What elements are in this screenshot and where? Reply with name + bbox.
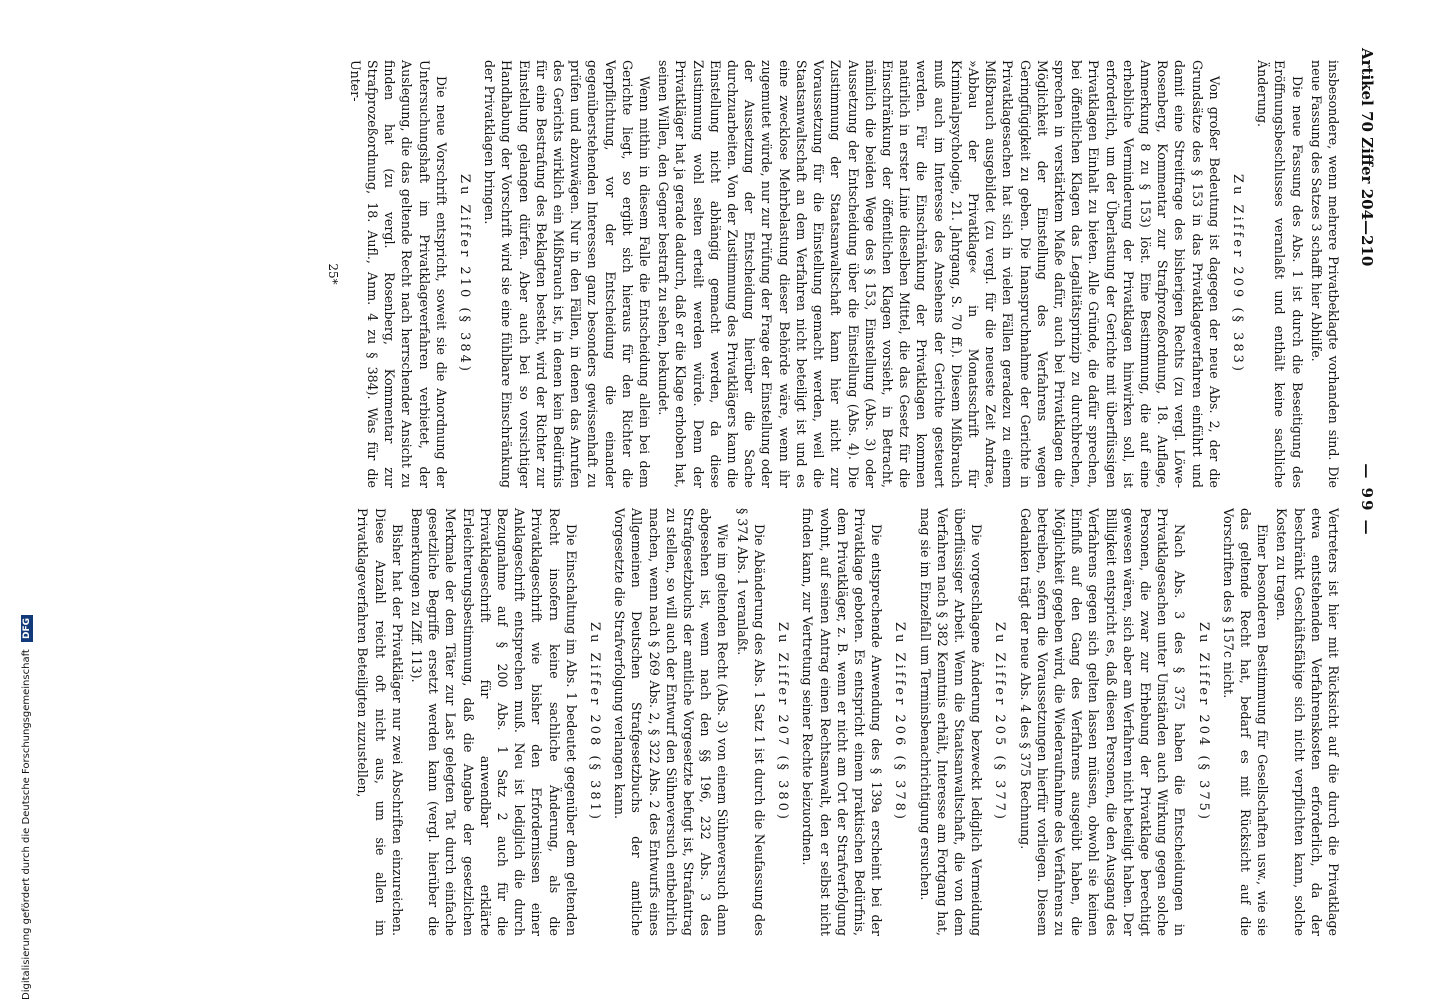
section-heading: Zu Ziffer 206 (§ 378) (892, 622, 908, 822)
section-heading: Zu Ziffer 208 (§ 381) (587, 622, 603, 822)
paragraph: Die vorgeschlagene Änderung bezweckt lediglich Vermeidung überflüssiger Arbeit. Wenn die Staatsanwaltschaft, die von dem Verfahren nach § 382 Kenntnis erhält, Interesse am Fortgang hat, mag sie im Einzelfall um Terminsbenachrichtigung ersuchen. (917, 508, 985, 936)
text-column-2 (352, 508, 1342, 936)
paragraph: Einer besonderen Bestimmung für Gesellschaften usw., wie sie das geltende Recht hat, bedarf es mit Rücksicht auf die Vorschriften des § 157c nicht. (1220, 508, 1271, 936)
paragraph: Die neue Vorschrift entspricht, soweit sie die Anordnung der Untersuchungshaft im Privatklageverfahren verbietet, der Auslegung, die das geltende Recht nach herrschender Ansicht zu finden hat (zu vergl. Rosenberg, Kommentar zur Strafprozeßordnung, 18. Aufl., Anm. 4 zu § 384). Was für die Unter- (347, 60, 449, 488)
paragraph: Nach Abs. 3 des § 375 haben die Entscheidungen in Privatklagesachen unter Umständen auch Wirkung gegen solche Personen, die zwar zur Erhebung der Privatklage berechtigt gewesen wären, sich aber am Verfahren nicht beteiligt haben. Der Billigkeit entspricht es, daß diesen Personen, die den Ausgang des Verfahrens gegen sich gelten lassen müssen, obwohl sie keinen Einfluß auf den Gang des Verfahrens ausgeübt haben, die Möglichkeit gegeben wird, die Wiederaufnahme des Verfahrens zu betreiben, sofern die Voraussetzungen hierfür vorliegen. Diesem Gedanken trägt der neue Abs. 4 des § 375 Rechnung. (1017, 508, 1188, 936)
paragraph: insbesondere, wenn mehrere Privatbeklagte vorhanden sind. Die neue Fassung des Satzes 3 schafft hier Abhilfe. (1308, 60, 1341, 488)
paragraph: Vertreters ist hier mit Rücksicht auf die durch die Privatklage etwa entstehenden Verfahrenskosten erforderlich, da der beschränkt Geschäftsfähige sich nicht verpflichten kann, solche Kosten zu tragen. (1274, 508, 1341, 936)
section-heading: Zu Ziffer 205 (§ 377) (992, 622, 1008, 822)
text-column-1 (323, 60, 1342, 488)
section-heading: Zu Ziffer 209 (§ 383) (1229, 174, 1245, 374)
paragraph: Die Abänderung des Abs. 1 Satz 1 ist durch die Neufassung des § 374 Abs. 1 veranlaßt. (734, 508, 767, 936)
paragraph: Bisher hat der Privatkläger nur zwei Abschriften einzureichen. Diese Anzahl reicht oft nicht aus, um sie allen im Privatklageverfahren Beteiligten zuzustellen, (355, 508, 405, 936)
section-heading: Zu Ziffer 207 (§ 380) (775, 622, 791, 822)
paragraph: Die entsprechende Anwendung des § 139a erscheint bei der Privatklage geboten. Es entspricht einem praktischen Bedürfnis, dem Privatkläger, z. B. wenn er nicht am Ort der Strafverfolgung wohnt, auf seinen Antrag einen Rechtsanwalt, den er selbst nicht finden kann, zur Vertretung seiner Rechte beizuordnen. (800, 508, 885, 936)
section-heading: Zu Ziffer 210 (§ 384) (457, 174, 473, 374)
digitization-credit (18, 0, 36, 1000)
paragraph: Von großer Bedeutung ist dagegen der neue Abs. 2, der die Grundsätze des § 153 in das Privatklageverfahren einführt und damit eine Streitfrage des bisherigen Rechts (zu vergl. Löwe-Rosenberg, Kommentar zur Strafprozeßordnung, 18. Auflage, Anmerkung 8 zu § 153) löst. Eine Bestimmung, die auf eine erhebliche Verminderung der Privatklagen hinwirken soll, ist erforderlich, um der Überlastung der Gerichte mit überflüssigen Privatklagen Einhalt zu bieten. Alle Gründe, die dafür sprechen, bei öffentlichen Klagen das Legalitätsprinzip zu durchbrechen, sprechen in verstärktem Maße dafür, auch bei Privatklagen die Möglichkeit der Einstellung des Verfahrens wegen Geringfügigkeit zu geben. Die Inanspruchnahme der Gerichte in Privatklagesachen hat sich in vielen Fällen geradezu zu einem Mißbrauch ausgebildet (zu vergl. für die neueste Zeit Andrae, »Abbau der Privatklage« in Monatsschrift für Kriminalpsychologie, 21. Jahrgang, S. 70 ff.). Diesem Mißbrauch muß auch im Interesse des Ansehens der Gerichte gesteuert werden. Für die Einschränkung der Privatklagen kommen natürlich in erster Linie dieselben Mittel, die das Gesetz für die Einschränkung der öffentlichen Klagen vorsieht, in Betracht, nämlich die beiden Wege des § 153, Einstellung (Abs. 3) oder Aussetzung der Entscheidung über die Einstellung (Abs. 4). Die Zustimmung der Staatsanwaltschaft kann hier nicht zur Voraussetzung für die Einstellung gemacht werden, weil die Staatsanwaltschaft an dem Verfahren nicht beteiligt ist und es eine zwecklose Mehrbelastung dieser Behörde wäre, wenn ihr zugemutet würde, nur zur Prüfung der Frage der Einstellung oder der Aussetzung der Entscheidung hierüber die Sache durchzuarbeiten. Von der Zustimmung des Privatklägers kann die Einstellung nicht abhängig gemacht werden, da diese Zustimmung wohl selten erteilt werden würde. Denn der Privatkläger hat ja gerade dadurch, daß er die Klage erhoben hat, seinen Willen, den Gegner bestraft zu sehen, bekundet. (656, 60, 1222, 488)
paragraph: Die Einschaltung im Abs. 1 bedeutet gegenüber dem geltenden Recht insofern keine sachliche Änderung, als die Privatklageschrift wie bisher den Erfordernissen einer Anklageschrift entsprechen muß. Neu ist lediglich die durch Bezugnahme auf § 200 Abs. 1 Satz 2 auch für die Privatklageschrift für anwendbar erklärte Erleichterungsbestimmung, daß die Angabe der gesetzlichen Merkmale der dem Täter zur Last gelegten Tat durch einfache gesetzliche Begriffe ersetzt werden kann (vergl. hierüber die Bemerkungen zu Ziff. 113). (409, 508, 579, 936)
page-header (1352, 48, 1376, 952)
paragraph: Die neue Fassung des Abs. 1 ist durch die Beseitigung des Eröffnungsbeschlusses veranlaßt und enthält keine sachliche Änderung. (1255, 60, 1305, 488)
running-head: Artikel 70 Ziffer 204—210 (1358, 48, 1376, 267)
signature-mark: 25* (325, 263, 340, 285)
page-number: — 99 — (1358, 463, 1376, 537)
dfg-logo: DFG (21, 615, 33, 642)
credit-text: Digitalisierung gefördert durch die Deutsche Forschungsgemeinschaft (21, 649, 32, 1000)
section-heading: Zu Ziffer 204 (§ 375) (1195, 622, 1211, 822)
paragraph: Wenn mithin in diesem Falle die Entscheidung allein bei dem Gerichte liegt, so ergibt sich hieraus für den Richter die Verpflichtung, vor der Entscheidung die einander gegenüberstehenden Interessen ganz besonders gewissenhaft zu prüfen und abzuwägen. Nur in den Fällen, in denen das Anrufen des Gerichts wirklich ein Mißbrauch ist, in denen kein Bedürfnis für eine Bestrafung des Beklagten besteht, wird der Richter zur Einstellung gelangen dürfen. Aber auch bei so vorsichtiger Handhabung der Vorschrift wird sie eine fühlbare Einschränkung der Privatklagen bringen. (482, 60, 653, 488)
paragraph: Wie im geltenden Recht (Abs. 3) von einem Sühneversuch dann abgesehen ist, wenn nach den §§ 196, 232 Abs. 3 des Strafgesetzbuchs der amtliche Vorgesetzte befugt ist, Strafantrag zu stellen, so will auch der Entwurf den Sühneversuch entbehrlich machen, wenn nach § 269 Abs. 2, § 322 Abs. 2 des Entwurfs eines Allgemeinen Deutschen Strafgesetzbuchs der amtliche Vorgesetzte die Strafverfolgung verlangen kann. (612, 508, 731, 936)
